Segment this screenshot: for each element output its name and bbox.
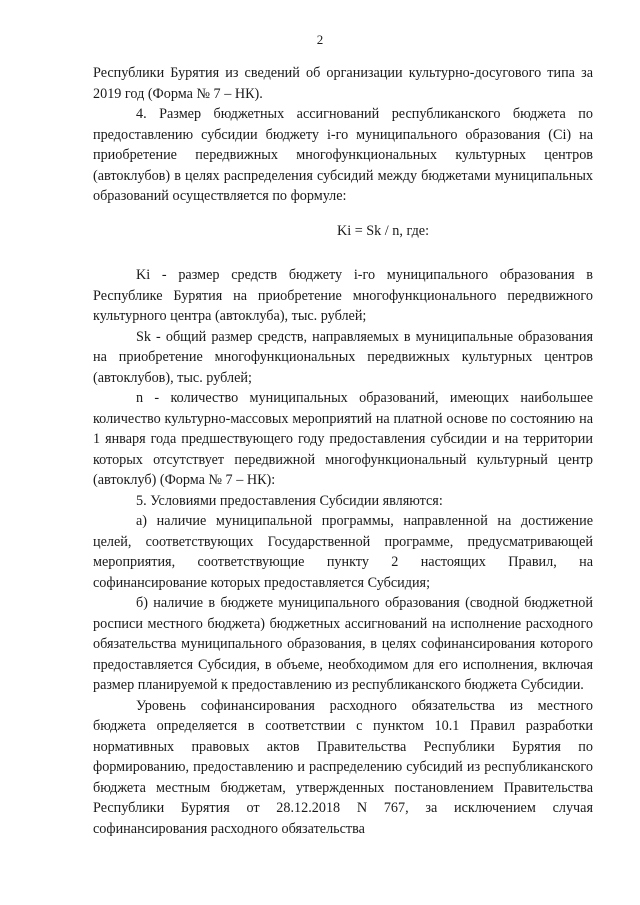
paragraph-condition-b: б) наличие в бюджете муниципального образования (сводной бюджетной росписи местного бюджета) бюджетных ассигнований на исполнение расходного обязательства муниципального образования, в целях софинансирования которого предоставляется Субсидия, в объеме, необходимом для его исполнения, включая размер планируемой к предоставлению из республиканского бюджета Субсидии. bbox=[93, 595, 593, 693]
paragraph-condition-a: а) наличие муниципальной программы, направленной на достижение целей, соответствующих Государственной программе, предусматривающей мероприятия, соответствующие пункту 2 настоящих Правил, на софинансирование которых предоставляется Субсидия; bbox=[93, 513, 593, 591]
paragraph-n-definition: n - количество муниципальных образований, имеющих наибольшее количество культурно-массовых мероприятий на платной основе по состоянию на 1 января года предшествующего году предоставления субсидии и на территории которых отсутствует передвижной многофункциональный культурный центр (автоклуб) (Форма № 7 – НК): bbox=[93, 390, 593, 488]
paragraph-cofinancing: Уровень софинансирования расходного обязательства из местного бюджета определяется в соответствии с пунктом 10.1 Правил разработки нормативных правовых актов Правительства Республики Бурятия по формированию, предоставлению и распределению субсидий из республиканского бюджета местным бюджетам, утвержденных постановлением Правительства Республики Бурятия от 28.12.2018 N 767, за исключением случая софинансирования расходного обязательства bbox=[93, 697, 593, 837]
formula: Ki = Sk / n, где: bbox=[336, 222, 430, 239]
paragraph-ki-definition: Ki - размер средств бюджету i-го муниципального образования в Республике Бурятия на приобретение многофункционального передвижного культурного центра (автоклуба), тыс. рублей; bbox=[93, 267, 593, 324]
document-body bbox=[93, 63, 593, 839]
paragraph-sk-definition: Sk - общий размер средств, направляемых в муниципальные образования на приобретение многофункциональных передвижных культурных центров (автоклубов), тыс. рублей; bbox=[93, 328, 593, 386]
page-number: 2 bbox=[316, 32, 324, 47]
paragraph-continuation: Республики Бурятия из сведений об организации культурно-досугового типа за 2019 год (Форма № 7 – НК). bbox=[93, 65, 593, 102]
paragraph-item-4: 4. Размер бюджетных ассигнований республиканского бюджета по предоставлению субсидии бюджету i-го муниципального образования (Сi) на приобретение передвижных многофункциональных культурных центров (автоклубов) в целях распределения субсидий между бюджетами муниципальных образований осуществляется по формуле: bbox=[93, 106, 593, 204]
paragraph-item-5: 5. Условиями предоставления Субсидии являются: bbox=[136, 492, 443, 509]
